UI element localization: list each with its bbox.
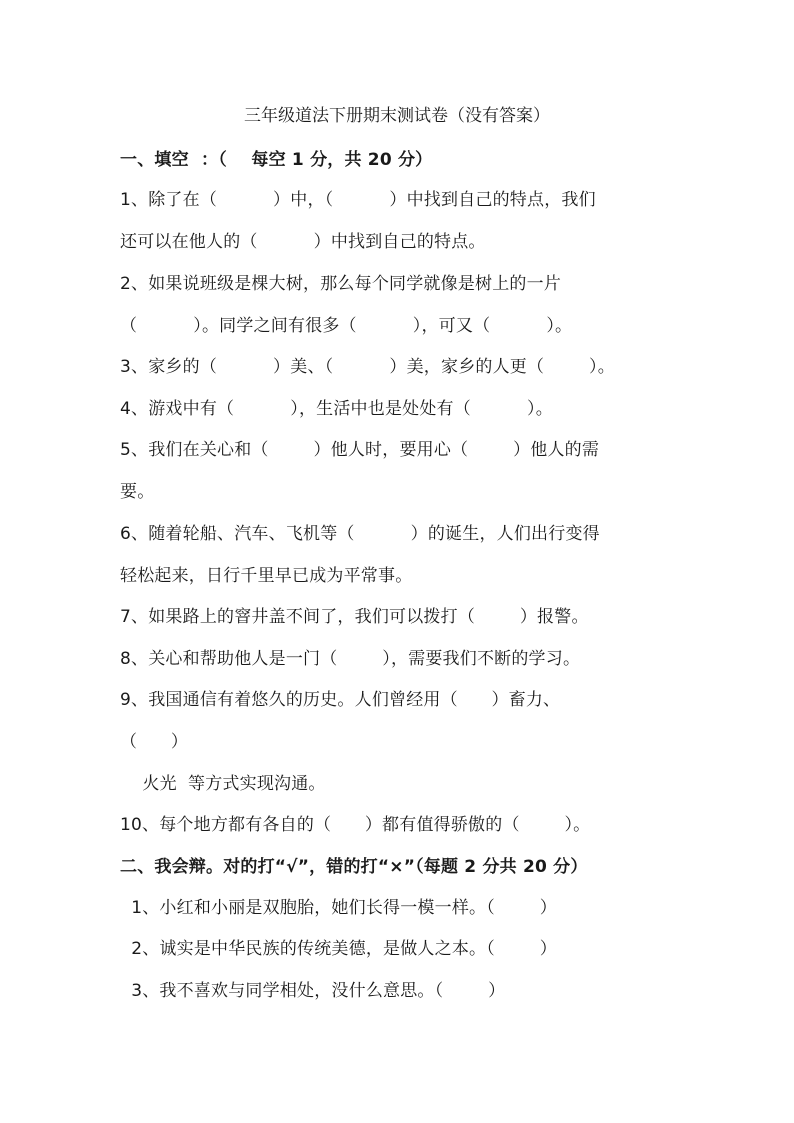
fill-blank-line-11: 7、如果路上的窨井盖不间了，我们可以拨打（ ）报警。: [120, 607, 589, 627]
section2-header: 二、我会辩。对的打“√”，错的打“×”（每题 2 分共 20 分）: [120, 857, 588, 877]
fill-blank-line-2: 还可以在他人的（ ）中找到自己的特点。: [120, 232, 486, 252]
fill-blank-line-14: （ ）: [120, 732, 189, 752]
fill-blank-line-15: 火光 等方式实现沟通。: [120, 774, 326, 794]
fill-blank-line-16: 10、每个地方都有各自的（ ）都有值得骄傲的（ ）。: [120, 815, 591, 835]
fill-blank-line-7: 5、我们在关心和（ ）他人时，要用心（ ）他人的需: [120, 440, 600, 460]
exam-title: 三年级道法下册期末测试卷（没有答案）: [244, 106, 550, 126]
fill-blank-line-4: （ ）。同学之间有很多（ ），可又（ ）。: [120, 316, 573, 336]
judge-line-2: 2、诚实是中华民族的传统美德，是做人之本。（ ）: [120, 939, 557, 959]
judge-line-3: 3、我不喜欢与同学相处，没什么意思。（ ）: [120, 981, 506, 1001]
fill-blank-line-3: 2、如果说班级是棵大树，那么每个同学就像是树上的一片: [120, 274, 562, 294]
fill-blank-line-5: 3、家乡的（ ）美、（ ）美，家乡的人更（ ）。: [120, 357, 615, 377]
fill-blank-line-6: 4、游戏中有（ ），生活中也是处处有（ ）。: [120, 399, 553, 419]
fill-blank-line-12: 8、关心和帮助他人是一门（ ），需要我们不断的学习。: [120, 649, 581, 669]
fill-blank-line-9: 6、随着轮船、汽车、飞机等（ ）的诞生，人们出行变得: [120, 524, 600, 544]
fill-blank-line-13: 9、我国通信有着悠久的历史。人们曾经用（ ）畜力、: [120, 690, 561, 710]
section1-header: 一、填空 ：（ 每空 1 分，共 20 分）: [120, 150, 433, 170]
judge-line-1: 1、小红和小丽是双胞胎，她们长得一模一样。（ ）: [120, 898, 557, 918]
fill-blank-line-1: 1、除了在（ ）中，（ ）中找到自己的特点，我们: [120, 190, 596, 210]
fill-blank-line-8: 要。: [120, 482, 155, 502]
fill-blank-line-10: 轻松起来，日行千里早已成为平常事。: [120, 566, 413, 586]
